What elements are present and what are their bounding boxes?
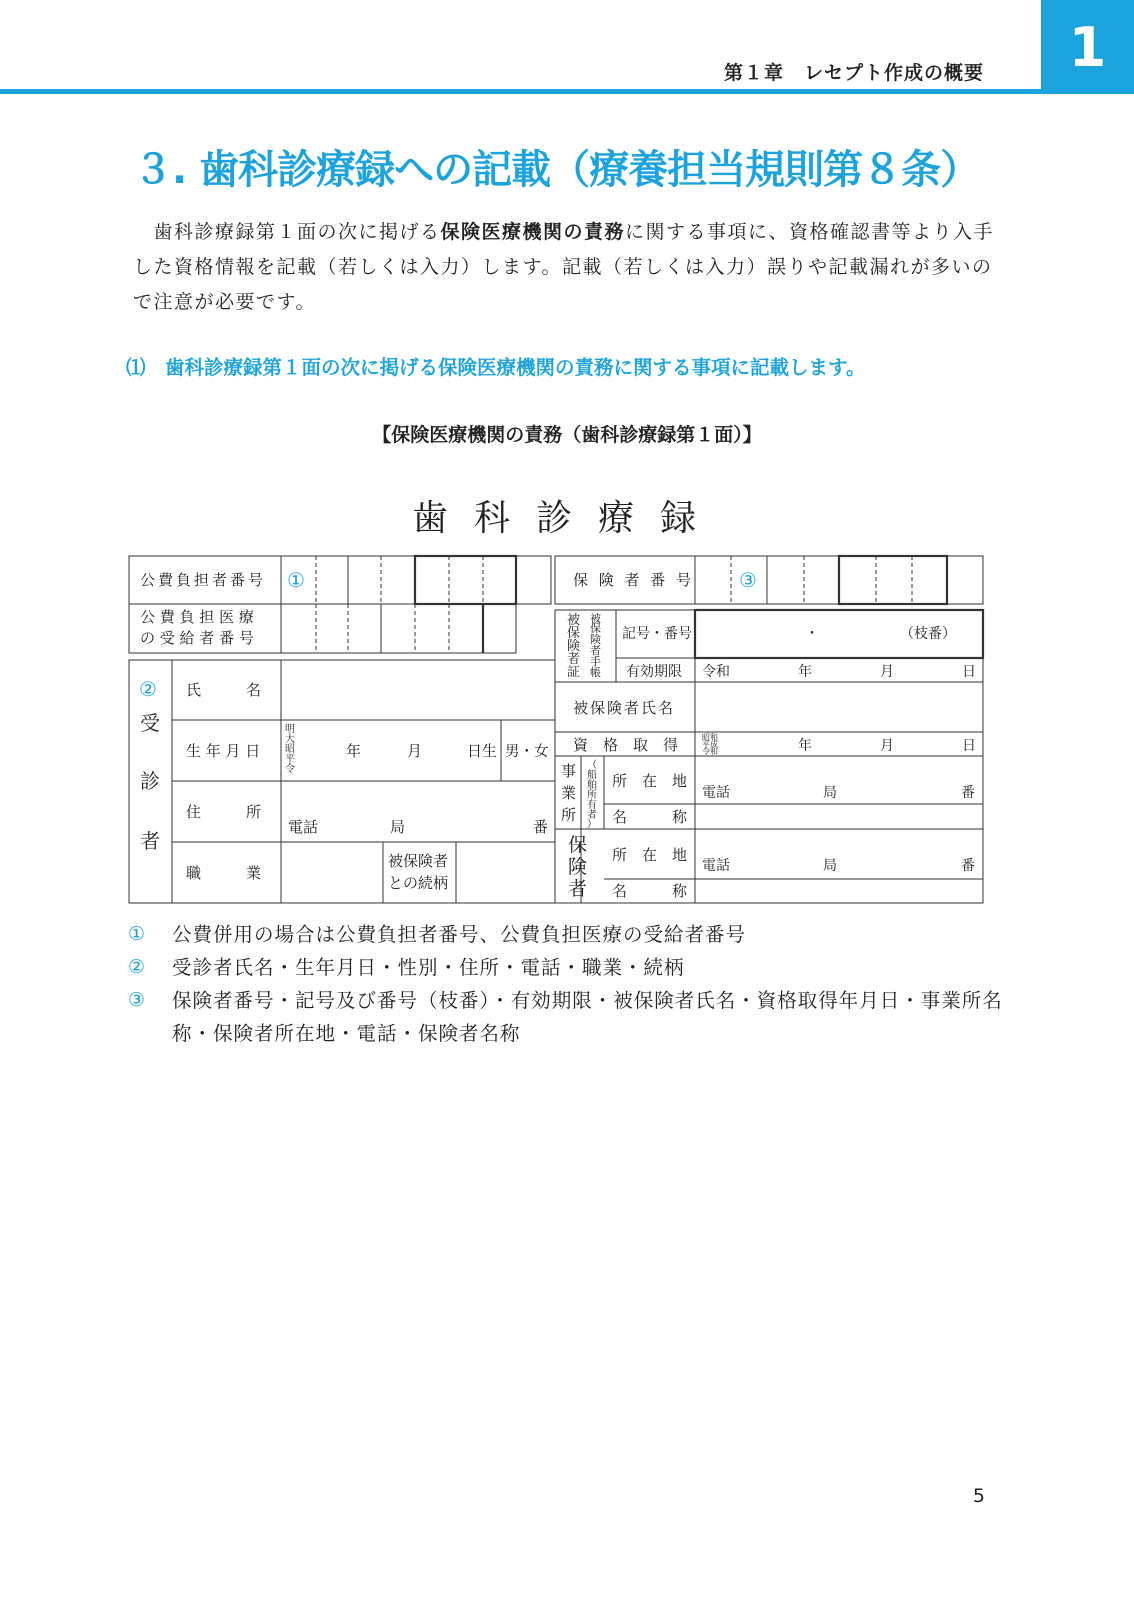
insurer-vertical-3: 者 (568, 878, 588, 900)
chapter-label: 第１章 レセプト作成の概要 (723, 62, 984, 84)
patient-bureau: 局 (390, 818, 406, 836)
intro-text-post: に関する事項に、資格確認書等より入手した資格情報を記載（若しくは入力）します。記載（若しくは入力）誤りや記載漏れが多いので注意が必要です。 (133, 221, 995, 313)
ship-owner-6: 者 (587, 810, 597, 821)
qual-day: 日 (962, 738, 976, 754)
era-reiwa: 令 (285, 764, 295, 775)
validity-month: 月 (880, 664, 894, 680)
insurer-location-label: 所 在 地 (612, 846, 688, 864)
handbook-label-3: 険 (590, 633, 601, 646)
ship-owner-7: ） (587, 819, 597, 830)
marker-1: ① (287, 568, 305, 592)
card-label-2: 保 (567, 626, 581, 641)
recipient-number-label-1: 公 費 負 担 医 療 (140, 608, 254, 626)
sex-label: 男・女 (505, 744, 549, 760)
section-title: ３. 歯科診療録への記載（療養担当規則第８条） (133, 147, 980, 193)
office-bureau: 局 (823, 785, 837, 801)
handbook-label-5: 手 (590, 655, 601, 668)
address-label: 住 所 (186, 803, 262, 821)
name-label: 氏 名 (186, 681, 262, 699)
era-showa: 昭 (285, 744, 295, 755)
validity-day: 日 (962, 664, 976, 680)
card-label-3: 険 (567, 639, 581, 654)
insurer-number-label: 保 険 者 番 号 (573, 571, 695, 589)
occupation-label: 職 業 (186, 864, 262, 882)
recipient-number-label-2: の 受 給 者 番 号 (140, 629, 254, 647)
note-text: 受診者氏名・生年月日・性別・住所・電話・職業・続柄 (172, 956, 685, 979)
dob-day: 日生 (467, 742, 498, 760)
card-label-5: 証 (567, 665, 581, 680)
handbook-label-1: 被 (590, 612, 601, 625)
marker-2: ② (139, 677, 157, 701)
public-payer-number-label: 公費負担者番号 (140, 571, 267, 589)
card-label-1: 被 (567, 613, 581, 628)
note-number: ③ (128, 989, 147, 1011)
insurer-bureau: 局 (823, 858, 837, 874)
insurer-ban: 番 (961, 858, 975, 874)
form-title: 歯科診療録 (411, 498, 722, 539)
qual-year: 年 (798, 738, 812, 754)
office-location-label: 所 在 地 (612, 772, 688, 790)
page-number: 5 (972, 1485, 985, 1507)
note-text: 保険者番号・記号及び番号（枝番）・有効期限・被保険者氏名・資格取得年月日・事業所名称・保険者所在地・電話・保険者名称 (172, 989, 1003, 1045)
validity-year: 年 (798, 664, 812, 680)
validity-label: 有効期限 (626, 664, 682, 680)
office-ban: 番 (961, 785, 975, 801)
qual-month: 月 (880, 738, 894, 754)
note-number: ② (128, 956, 147, 978)
patient-vertical-2: 診 (140, 769, 160, 793)
insured-name-label: 被保険者氏名 (573, 699, 676, 717)
sub-heading: ⑴ 歯科診療録第１面の次に掲げる保険医療機関の責務に関する事項に記載します。 (126, 356, 866, 379)
patient-ban: 番 (533, 818, 549, 836)
note-item (128, 951, 1008, 984)
insurer-vertical-2: 険 (568, 856, 588, 878)
intro-text-bold: 保険医療機関の責務 (440, 221, 626, 243)
form-caption: 【保険医療機関の責務（歯科診療録第１面）】 (372, 424, 762, 446)
handbook-label-4: 者 (590, 644, 601, 657)
intro-text-pre: 歯科診療録第１面の次に掲げる (133, 221, 441, 243)
note-item (128, 984, 1008, 1050)
patient-vertical-3: 者 (140, 829, 160, 853)
office-tel: 電話 (702, 785, 730, 801)
era-heisei: 平 (285, 754, 295, 765)
ship-owner-2: 船 (587, 770, 597, 781)
symbol-dot: ・ (805, 626, 819, 642)
era-taisho: 大 (285, 734, 295, 745)
insurer-vertical-1: 保 (568, 834, 588, 856)
relation-label-1: 被保険者 (388, 852, 449, 870)
dob-year: 年 (346, 742, 362, 760)
office-vertical-2: 業 (561, 784, 577, 802)
dob-month: 月 (407, 742, 423, 760)
patient-vertical-1: 受 (140, 711, 160, 735)
dob-label: 生 年 月 日 (186, 742, 261, 760)
insurer-tel: 電話 (702, 858, 730, 874)
note-number: ① (128, 923, 147, 945)
qual-era-heisei: 平成 (702, 740, 718, 749)
office-name-label: 名 称 (612, 808, 688, 826)
ship-owner-5: 有 (587, 800, 597, 811)
ship-owner-4: 所 (587, 790, 597, 801)
office-vertical-1: 事 (561, 762, 577, 780)
qualification-label: 資 格 取 得 (573, 736, 679, 754)
chapter-number-tab: 1 (1041, 0, 1134, 94)
handbook-label-6: 帳 (590, 666, 601, 679)
qual-era-showa: 昭和 (702, 733, 718, 742)
relation-label-2: との続柄 (388, 874, 449, 892)
notes-list (128, 918, 1008, 1050)
note-item (128, 918, 1008, 951)
ship-owner-3: 舶 (587, 780, 597, 791)
insurer-name-label: 名 称 (612, 882, 688, 900)
patient-tel: 電話 (288, 818, 319, 836)
ship-owner-1: （ (587, 760, 597, 771)
validity-reiwa: 令和 (702, 664, 730, 680)
handbook-label-2: 保 (590, 622, 601, 635)
note-text: 公費併用の場合は公費負担者番号、公費負担医療の受給者番号 (172, 923, 747, 946)
branch-label: （枝番） (900, 626, 956, 642)
symbol-number-label: 記号・番号 (622, 626, 692, 642)
qual-era-reiwa: 令和 (702, 747, 718, 756)
card-label-4: 者 (567, 652, 581, 667)
marker-3: ③ (739, 568, 757, 592)
office-vertical-3: 所 (561, 806, 577, 824)
era-meiji: 明 (285, 724, 295, 735)
